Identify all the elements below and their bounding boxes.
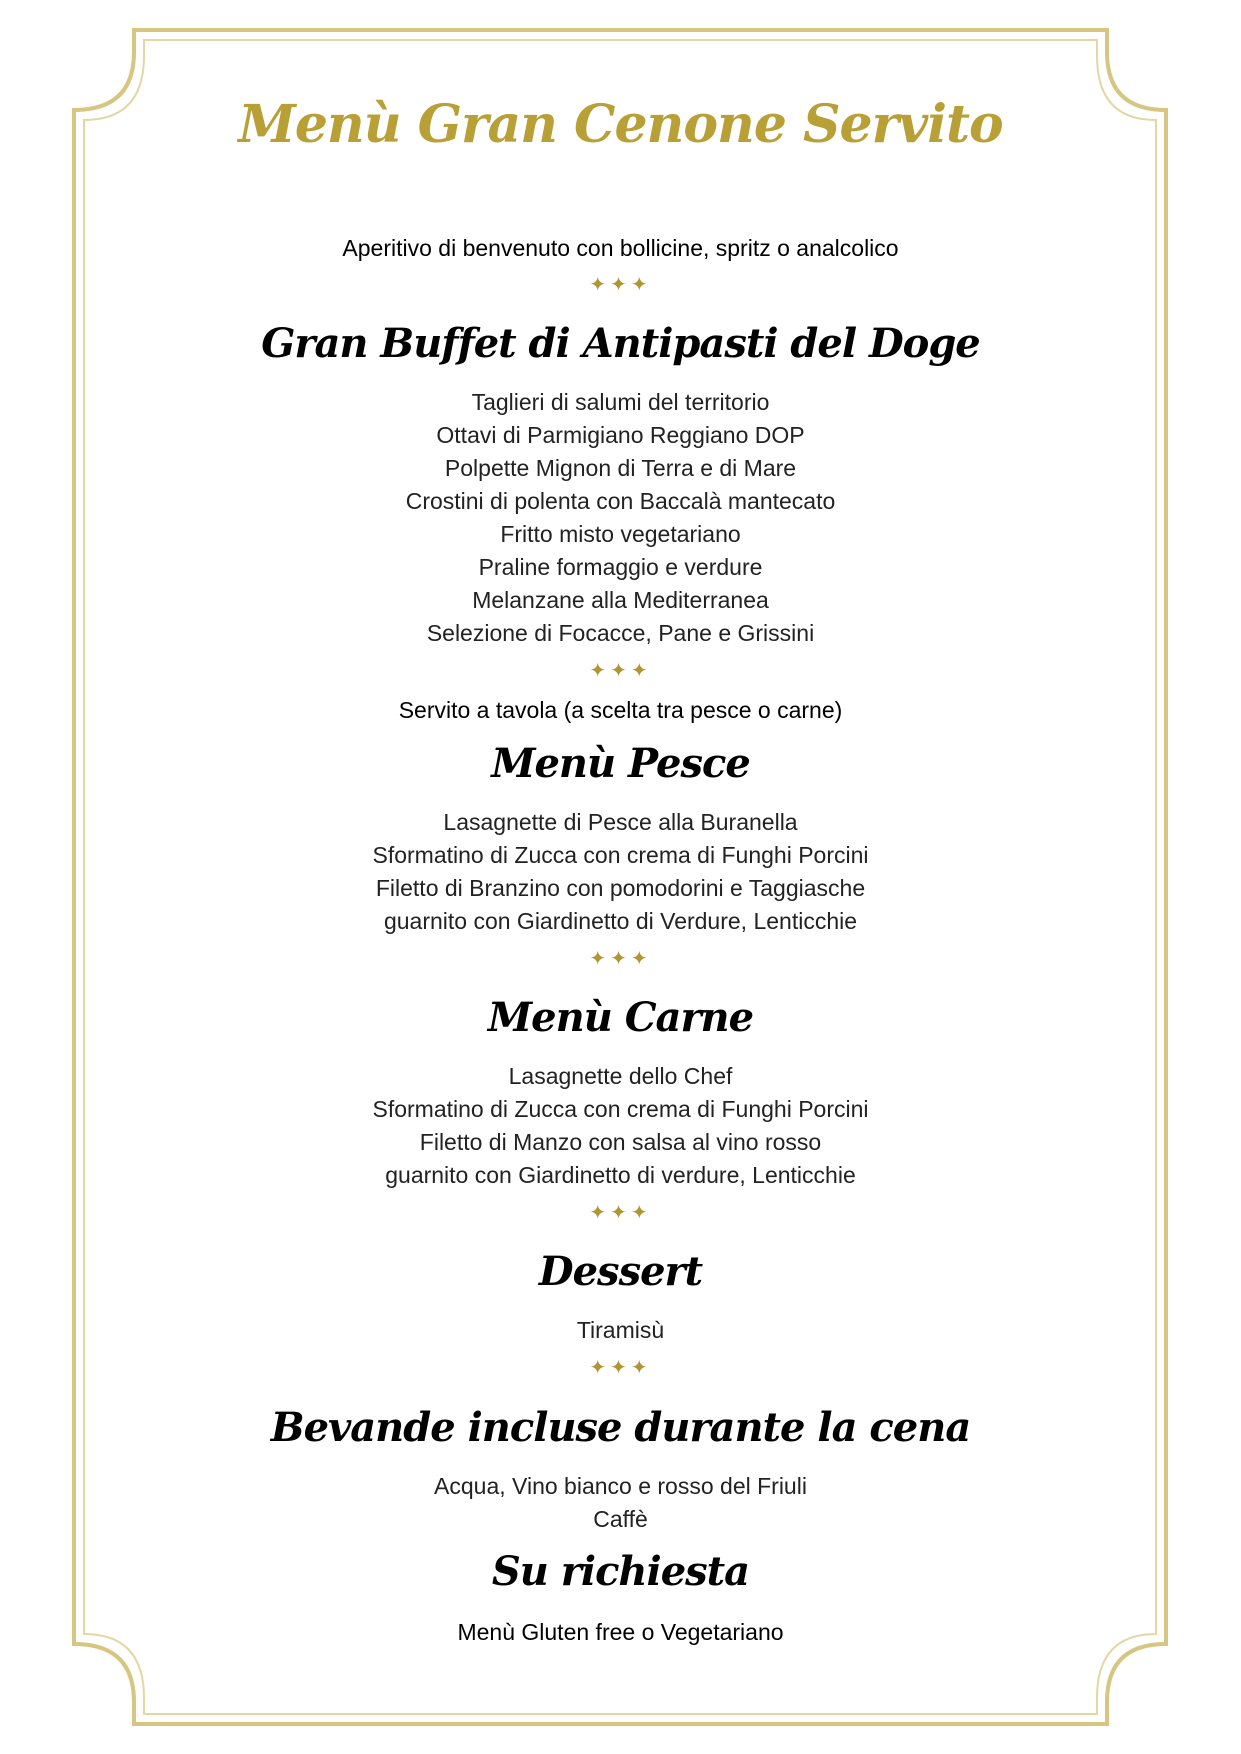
separator-ornament: ✦✦✦: [589, 1200, 652, 1224]
list-item: Menù Gluten free o Vegetariano: [457, 1619, 784, 1645]
list-item: guarnito con Giardinetto di verdure, Lenticchie: [385, 1162, 856, 1188]
list-item: Selezione di Focacce, Pane e Grissini: [426, 620, 815, 646]
page-title: Menù Gran Cenone Servito: [238, 94, 1003, 155]
list-item: Polpette Mignon di Terra e di Mare: [444, 455, 797, 481]
list-item: Caffè: [593, 1506, 648, 1532]
list-item: Tiramisù: [576, 1317, 665, 1343]
list-item: Praline formaggio e verdure: [478, 554, 763, 580]
list-item: Fritto misto vegetariano: [500, 521, 741, 547]
separator-ornament: ✦✦✦: [589, 658, 652, 682]
list-item: Sformatino di Zucca con crema di Funghi Porcini: [372, 1096, 869, 1122]
list-item: Melanzane alla Mediterranea: [472, 587, 769, 613]
list-item: Ottavi di Parmigiano Reggiano DOP: [436, 422, 805, 448]
section-heading-pesce: Menù Pesce: [491, 740, 750, 787]
section-heading-carne: Menù Carne: [487, 994, 754, 1041]
list-item: Lasagnette dello Chef: [508, 1063, 733, 1089]
servito-note: Servito a tavola (a scelta tra pesce o carne): [398, 697, 843, 723]
separator-ornament: ✦✦✦: [589, 946, 652, 970]
list-item: Taglieri di salumi del territorio: [471, 389, 770, 415]
aperitivo-text: Aperitivo di benvenuto con bollicine, spritz o analcolico: [342, 235, 899, 261]
list-item: Sformatino di Zucca con crema di Funghi Porcini: [372, 842, 869, 868]
section-heading-antipasti: Gran Buffet di Antipasti del Doge: [261, 320, 980, 367]
list-item: Acqua, Vino bianco e rosso del Friuli: [434, 1473, 807, 1499]
section-heading-dessert: Dessert: [538, 1248, 703, 1295]
list-item: Lasagnette di Pesce alla Buranella: [443, 809, 798, 835]
separator-ornament: ✦✦✦: [589, 1355, 652, 1379]
list-item: Filetto di Manzo con salsa al vino rosso: [419, 1129, 822, 1155]
section-heading-bevande: Bevande incluse durante la cena: [270, 1404, 971, 1451]
separator-ornament: ✦✦✦: [589, 272, 652, 296]
list-item: Crostini di polenta con Baccalà mantecato: [405, 488, 836, 514]
list-item: Filetto di Branzino con pomodorini e Taggiasche: [375, 875, 866, 901]
section-heading-richiesta: Su richiesta: [491, 1548, 750, 1595]
list-item: guarnito con Giardinetto di Verdure, Lenticchie: [383, 908, 858, 934]
